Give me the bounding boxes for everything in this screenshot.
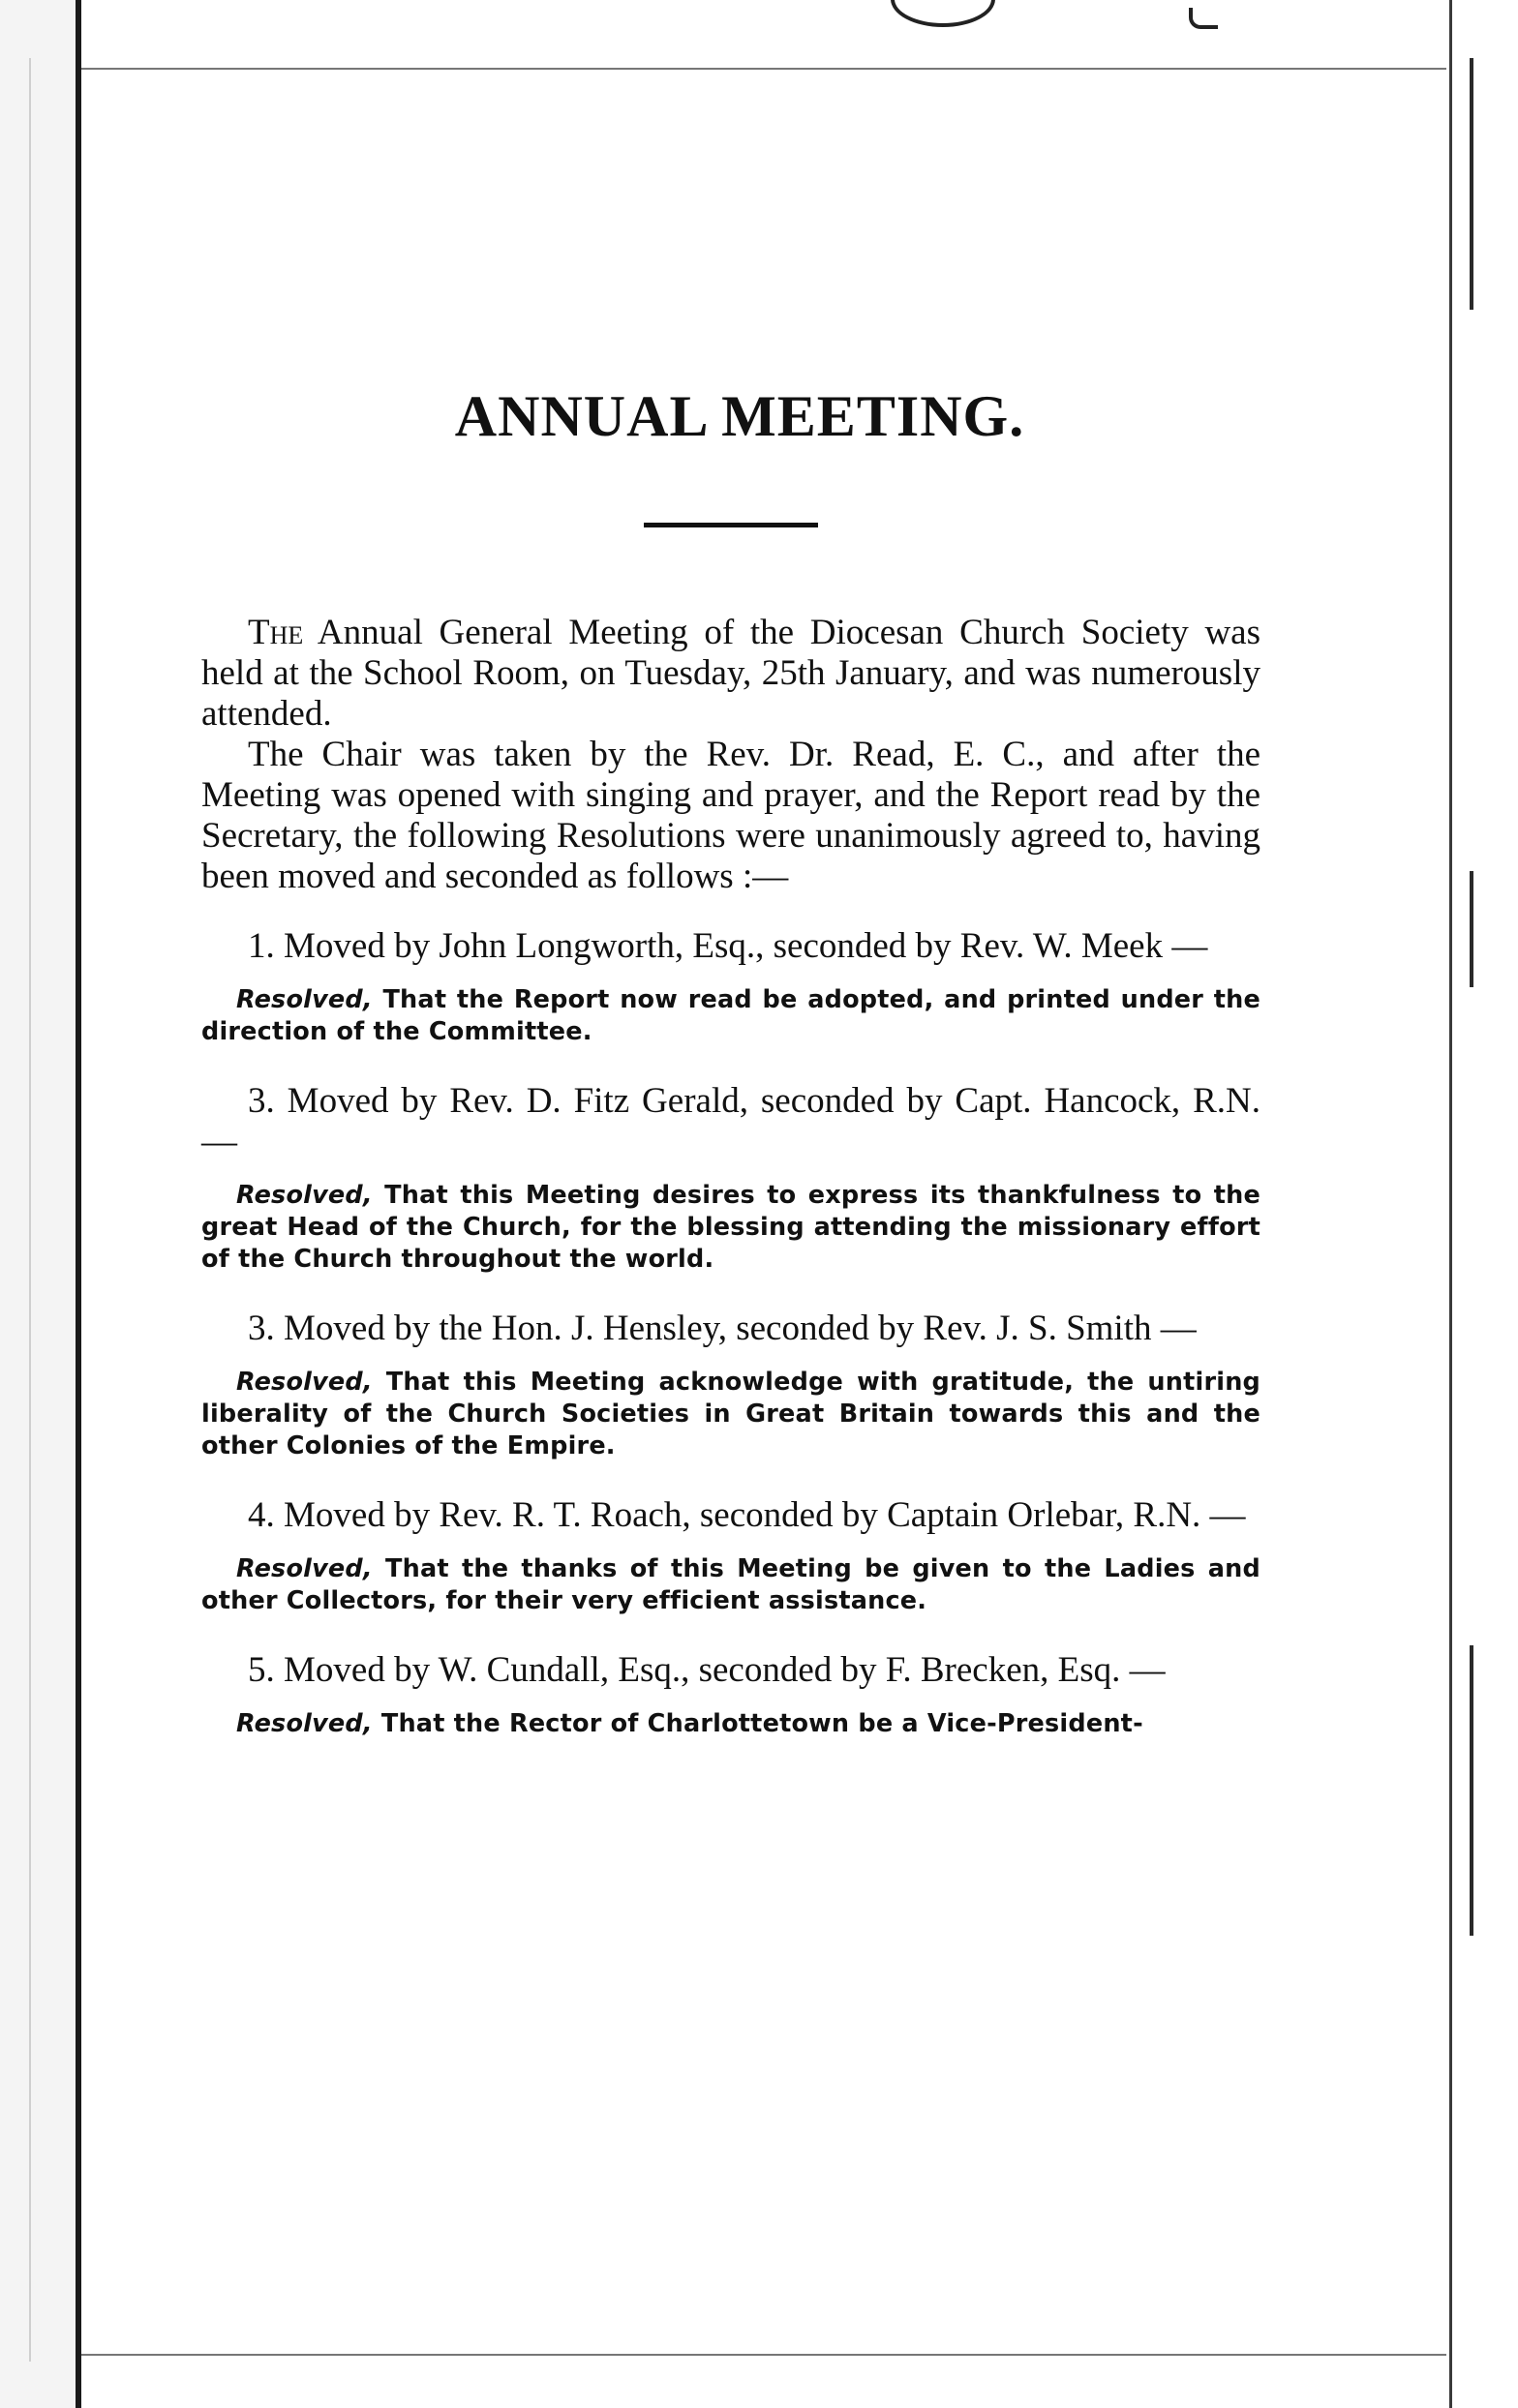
- page-content: [201, 377, 1260, 1740]
- resolved-lead: Resolved,: [236, 1368, 373, 1397]
- resolved-text: [201, 1708, 1260, 1740]
- resolved-body: That the thanks of this Meeting be given to the Ladies and other Collectors, for their very efficient assistance.: [201, 1554, 1260, 1615]
- mover-line: 4. Moved by Rev. R. T. Roach, seconded by Captain Orlebar, R.N. —: [248, 1495, 1246, 1535]
- intro-text: The Chair was taken by the Rev. Dr. Read, E. C., and after the Meeting was opened with singing and prayer, and the Report read by the Secretary, the following Resolutions were unanimously agreed to, having been moved and seconded as follows :—: [201, 735, 1260, 896]
- resolved-body: That the Rector of Charlottetown be a Vice-President-: [372, 1709, 1143, 1738]
- page-right-edge: [1449, 0, 1518, 2408]
- resolved-text: [201, 1553, 1260, 1617]
- title-rule: [644, 523, 818, 527]
- resolved-text: [201, 984, 1260, 1048]
- mover-line: 5. Moved by W. Cundall, Esq., seconded by F. Brecken, Esq. —: [248, 1650, 1166, 1690]
- edge-tick: [1470, 1645, 1473, 1936]
- resolved-lead: Resolved,: [236, 1709, 373, 1738]
- resolutions-list: [201, 926, 1260, 1740]
- scan-artifact-mark: [1189, 8, 1218, 29]
- resolution-item: [201, 1081, 1260, 1276]
- mover-line: 1. Moved by John Longworth, Esq., seconded by Rev. W. Meek —: [248, 926, 1208, 966]
- intro-section: [201, 613, 1260, 897]
- resolved-body: That the Report now read be adopted, and printed under the direction of the Committee.: [201, 985, 1260, 1046]
- resolved-lead: Resolved,: [236, 1181, 373, 1210]
- page-title: ANNUAL MEETING.: [454, 384, 1025, 448]
- intro-paragraph: [201, 613, 1260, 735]
- mover-line: 3. Moved by Rev. D. Fitz Gerald, seconded by Capt. Hancock, R.N. —: [201, 1081, 1260, 1161]
- edge-tick: [1470, 871, 1473, 987]
- scan-artifact-mark: [891, 0, 995, 27]
- resolution-item: [201, 1495, 1260, 1617]
- spine-shadow: [29, 58, 31, 2362]
- resolved-body: That this Meeting desires to express its thankfulness to the great Head of the Church, for the blessing attending the missionary effort of the Church throughout the world.: [201, 1181, 1260, 1274]
- resolved-body: That this Meeting acknowledge with gratitude, the untiring liberality of the Church Societies in Great Britain towards this and the other Colonies of the Empire.: [201, 1368, 1260, 1460]
- resolved-text: [201, 1180, 1260, 1276]
- intro-lead-word: The: [248, 613, 304, 652]
- resolved-lead: Resolved,: [236, 985, 373, 1014]
- resolution-item: [201, 1309, 1260, 1462]
- resolved-text: [201, 1367, 1260, 1462]
- edge-tick: [1470, 58, 1473, 310]
- intro-paragraph: [201, 735, 1260, 897]
- intro-text: Annual General Meeting of the Diocesan Church Society was held at the School Room, on Tuesday, 25th January, and was numerously attended.: [201, 613, 1260, 734]
- mover-line: 3. Moved by the Hon. J. Hensley, seconded by Rev. J. S. Smith —: [248, 1309, 1197, 1348]
- resolution-item: [201, 1650, 1260, 1740]
- adjacent-page-edge: [0, 0, 81, 2408]
- resolved-lead: Resolved,: [236, 1554, 373, 1583]
- resolution-item: [201, 926, 1260, 1048]
